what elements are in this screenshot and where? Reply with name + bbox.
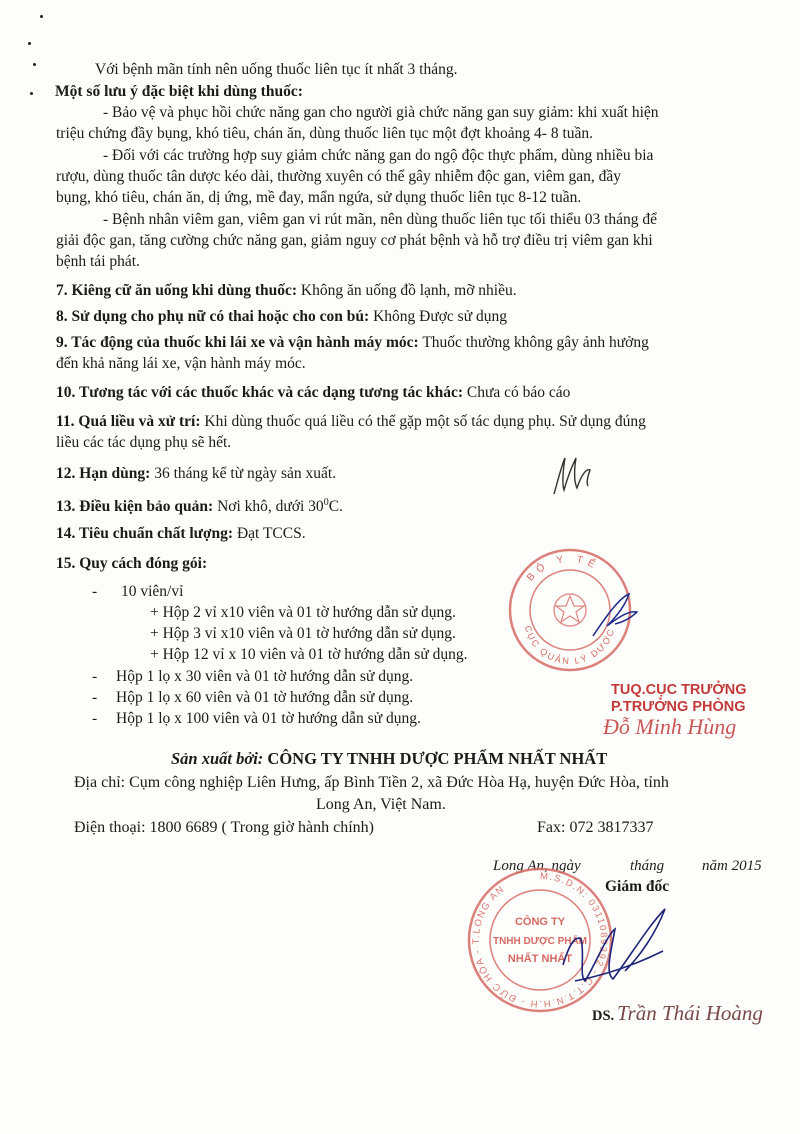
- director-prefix: DS.: [592, 1008, 615, 1024]
- section-7-text: Không ăn uống đồ lạnh, mỡ nhiều.: [297, 282, 517, 299]
- approval-line1: TUQ.CỤC TRƯỞNG: [611, 682, 747, 698]
- bullet-dash: -: [92, 583, 98, 600]
- notes-p1-line1: - Bảo vệ và phục hồi chức năng gan cho người già chức năng gan suy giảm: khi xuất hiện: [103, 104, 659, 121]
- margin-mark: [30, 92, 33, 95]
- section-9: [56, 333, 649, 353]
- approval-name: Đỗ Minh Hùng: [603, 714, 737, 739]
- date-month: tháng: [630, 858, 665, 874]
- manufacturer-label: Sản xuất bởi:: [171, 749, 264, 768]
- initials-signature: [548, 450, 598, 498]
- company-stamp-line3: NHẤT NHẤT: [507, 953, 573, 965]
- section-12: [56, 464, 336, 484]
- pack-box-2: + Hộp 2 vỉ x10 viên và 01 tờ hướng dẫn sử dụng.: [150, 604, 456, 621]
- bullet-dash: -: [92, 668, 98, 685]
- section-14-text: Đạt TCCS.: [233, 525, 306, 542]
- bullet-dash: -: [92, 689, 98, 706]
- section-13-unit: C.: [328, 498, 343, 516]
- company-stamp-ring-text: M.S.D.N: 0311089392 - C.T.T.N.H.H - ĐỨC HÒA - T.LONG AN: [470, 870, 610, 1010]
- section-13-label: 13. Điều kiện bảo quản:: [56, 498, 214, 516]
- pack-jar-30: Hộp 1 lọ x 30 viên và 01 tờ hướng dẫn sử dụng.: [116, 668, 414, 685]
- section-11: [56, 412, 646, 432]
- manufacturer-line: [171, 749, 607, 769]
- approval-signature: [585, 588, 645, 648]
- pack-blister: 10 viên/vỉ: [121, 583, 184, 600]
- section-8: [56, 307, 507, 327]
- pack-jar-60: Hộp 1 lọ x 60 viên và 01 tờ hướng dẫn sử dụng.: [116, 689, 414, 706]
- notes-heading: Một số lưu ý đặc biệt khi dùng thuốc:: [55, 83, 303, 100]
- section-9-text: Thuốc thường không gây ảnh hưởng: [418, 334, 649, 351]
- section-13-degree: 0: [323, 497, 329, 508]
- pack-box-3: + Hộp 3 vỉ x10 viên và 01 tờ hướng dẫn sử dụng.: [150, 625, 456, 642]
- address-line2: Long An, Việt Nam.: [316, 796, 446, 813]
- section-9-label: 9. Tác động của thuốc khi lái xe và vận hành máy móc:: [56, 334, 419, 351]
- section-7: [56, 281, 517, 301]
- section-11-label: 11. Quá liều và xử trí:: [56, 413, 201, 430]
- director-signature: [545, 895, 675, 1005]
- phone: Điện thoại: 1800 6689 ( Trong giờ hành chính): [74, 819, 374, 836]
- notes-p3-line3: bệnh tái phát.: [56, 253, 140, 270]
- notes-p2-line3: bụng, khó tiêu, chán ăn, dị ứng, mề đay, mẩn ngứa, sử dụng thuốc liên tục 8-12 tuần.: [56, 189, 582, 206]
- section-14-label: 14. Tiêu chuẩn chất lượng:: [56, 525, 234, 542]
- section-12-label: 12. Hạn dùng:: [56, 465, 151, 482]
- ministry-stamp-bottom-text: CỤC QUẢN LÝ DƯỢC: [522, 624, 617, 667]
- section-14: [56, 524, 306, 544]
- director-title: Giám đốc: [605, 878, 670, 895]
- manufacturer-name: CÔNG TY TNHH DƯỢC PHẨM NHẤT NHẤT: [263, 749, 608, 768]
- pack-box-12: + Hộp 12 vỉ x 10 viên và 01 tờ hướng dẫn sử dụng.: [150, 646, 468, 663]
- approval-line2: P.TRƯỞNG PHÒNG: [611, 699, 746, 715]
- date-year: năm 2015: [702, 858, 762, 874]
- section-10: [56, 383, 570, 403]
- notes-p3-line2: giải độc gan, tăng cường chức năng gan, giảm nguy cơ phát bệnh và hỗ trợ điều trị viêm gan khi: [56, 232, 653, 249]
- section-8-label: 8. Sử dụng cho phụ nữ có thai hoặc cho con bú:: [56, 308, 370, 325]
- section-9-line2: đến khả năng lái xe, vận hành máy móc.: [56, 355, 306, 372]
- section-11-line2: liều các tác dụng phụ sẽ hết.: [56, 434, 232, 451]
- pack-jar-100: Hộp 1 lọ x 100 viên và 01 tờ hướng dẫn sử dụng.: [116, 710, 421, 727]
- director-name: Trần Thái Hoàng: [617, 1001, 763, 1025]
- section-7-label: 7. Kiêng cữ ăn uống khi dùng thuốc:: [56, 282, 298, 299]
- intro-line: Với bệnh mãn tính nên uống thuốc liên tục ít nhất 3 tháng.: [95, 61, 458, 78]
- margin-mark: [40, 15, 43, 18]
- margin-mark: [28, 42, 31, 45]
- section-10-text: Chưa có báo cáo: [463, 384, 571, 401]
- section-8-text: Không Được sử dụng: [369, 308, 507, 325]
- section-13: [56, 493, 343, 517]
- bullet-dash: -: [92, 710, 98, 727]
- address-line1: Địa chỉ: Cụm công nghiệp Liên Hưng, ấp Bình Tiền 2, xã Đức Hòa Hạ, huyện Đức Hòa, tỉnh: [74, 774, 669, 791]
- section-12-text: 36 tháng kể từ ngày sản xuất.: [150, 465, 337, 482]
- notes-p1-line2: triệu chứng đầy bụng, khó tiêu, chán ăn, dùng thuốc liên tục một đợt khoảng 4- 8 tuần.: [56, 125, 594, 142]
- margin-mark: [33, 63, 36, 66]
- section-11-text: Khi dùng thuốc quá liều có thể gặp một số tác dụng phụ. Sử dụng đúng: [200, 413, 646, 430]
- section-13-text: Nơi khô, dưới 30: [213, 498, 324, 516]
- notes-p2-line1: - Đối với các trường hợp suy giảm chức năng gan do ngộ độc thực phẩm, dùng nhiều bia: [103, 147, 654, 164]
- company-stamp-line2: TNHH DƯỢC PHẨM: [492, 936, 588, 947]
- notes-p3-line1: - Bệnh nhân viêm gan, viêm gan vi rút mãn, nên dùng thuốc liên tục tối thiểu 03 tháng để: [103, 211, 658, 228]
- section-10-label: 10. Tương tác với các thuốc khác và các dạng tương tác khác:: [56, 384, 464, 401]
- fax: Fax: 072 3817337: [537, 819, 654, 836]
- company-stamp-line1: CÔNG TY: [514, 916, 566, 928]
- notes-p2-line2: rượu, dùng thuốc tân dược kéo dài, thường xuyên có thể gây nhiễm độc gan, viêm gan, đầy: [56, 168, 622, 185]
- date-place: Long An, ngày: [493, 858, 581, 874]
- ministry-stamp-top-text: BỘ Y TẾ: [525, 553, 601, 584]
- section-15-label: 15. Quy cách đóng gói:: [56, 555, 208, 572]
